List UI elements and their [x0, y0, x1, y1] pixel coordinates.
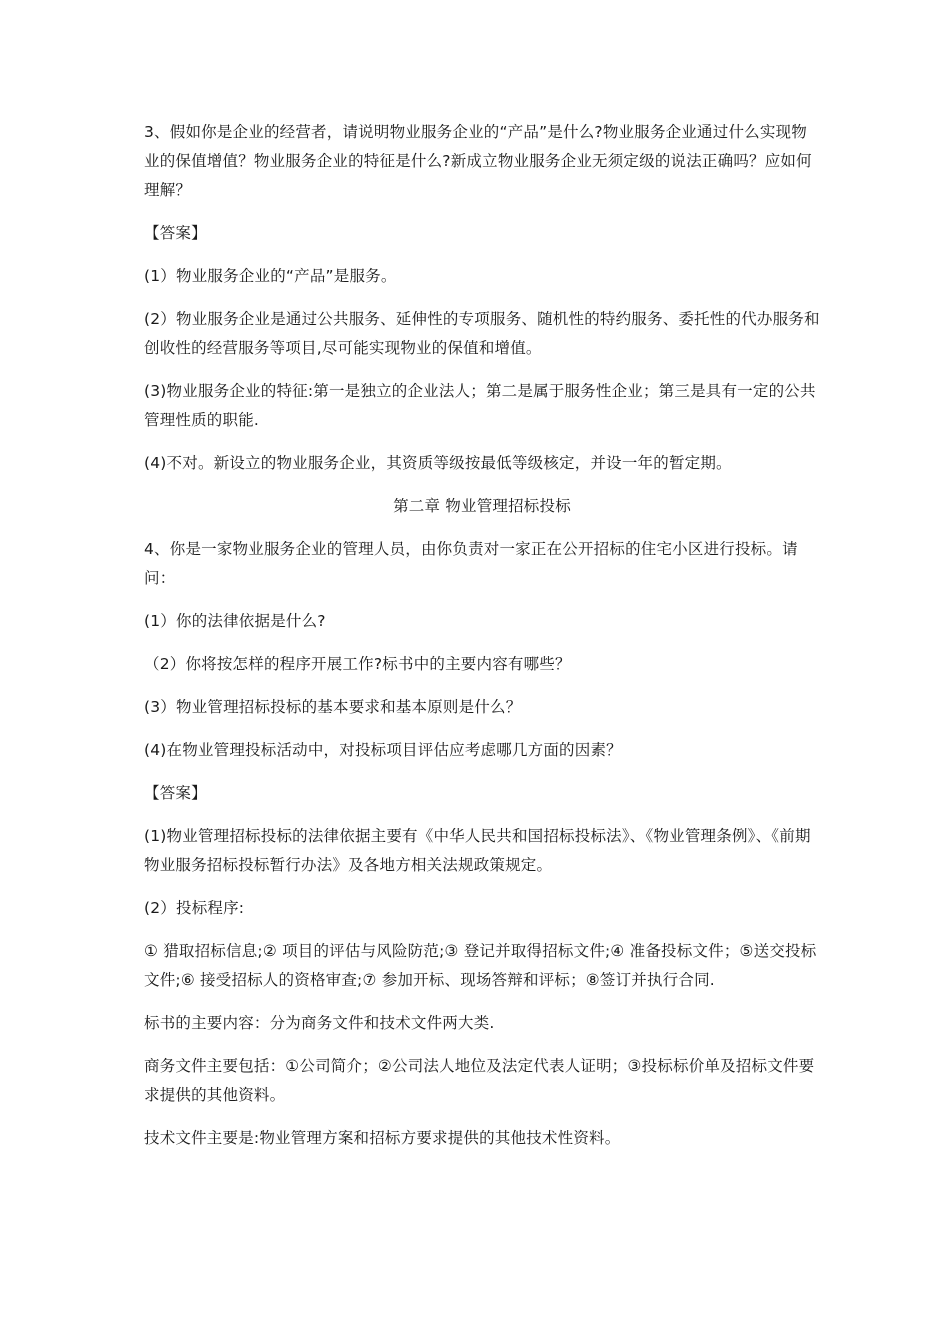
business-documents: 商务文件主要包括：①公司简介；②公司法人地位及法定代表人证明；③投标标价单及招标文件要求提供的其他资料。: [144, 1057, 815, 1104]
document-body: [144, 118, 820, 1167]
answer-label: 【答案】: [144, 784, 207, 802]
question-3: 3、假如你是企业的经营者，请说明物业服务企业的“产品”是什么?物业服务企业通过什么实现物业的保值增值？物业服务企业的特征是什么?新成立物业服务企业无须定级的说法正确吗？应如何理解？: [144, 123, 812, 199]
answer-label: 【答案】: [144, 224, 207, 242]
answer-4-item-2: (2）投标程序:: [144, 899, 245, 917]
question-4: 4、你是一家物业服务企业的管理人员，由你负责对一家正在公开招标的住宅小区进行投标。请问：: [144, 540, 798, 587]
chapter-heading: 第二章 物业管理招标投标: [393, 497, 571, 515]
answer-item-4: (4)不对。新设立的物业服务企业，其资质等级按最低等级核定，并设一年的暂定期。: [144, 454, 732, 472]
question-4-part-2: （2）你将按怎样的程序开展工作?标书中的主要内容有哪些？: [144, 655, 571, 673]
answer-4-item-1: (1)物业管理招标投标的法律依据主要有《中华人民共和国招标投标法》、《物业管理条例》、《前期物业服务招标投标暂行办法》及各地方相关法规政策规定。: [144, 827, 811, 874]
question-4-part-3: (3）物业管理招标投标的基本要求和基本原则是什么？: [144, 698, 522, 716]
question-4-part-4: (4)在物业管理投标活动中，对投标项目评估应考虑哪几方面的因素？: [144, 741, 622, 759]
answer-item-2: (2）物业服务企业是通过公共服务、延伸性的专项服务、随机性的特约服务、委托性的代办服务和创收性的经营服务等项目,尽可能实现物业的保值和增值。: [144, 310, 820, 357]
answer-item-3: (3)物业服务企业的特征:第一是独立的企业法人；第二是属于服务性企业；第三是具有一定的公共管理性质的职能.: [144, 382, 816, 429]
bidding-steps: ① 猎取招标信息;② 项目的评估与风险防范;③ 登记并取得招标文件;④ 准备投标文件；⑤送交投标文件;⑥ 接受招标人的资格审查;⑦ 参加开标、现场答辩和评标；⑧签订并执行合同.: [144, 942, 817, 989]
tender-content-summary: 标书的主要内容：分为商务文件和技术文件两大类.: [144, 1014, 495, 1032]
question-4-part-1: (1）你的法律依据是什么?: [144, 612, 326, 630]
answer-item-1: (1）物业服务企业的“产品”是服务。: [144, 267, 397, 285]
technical-documents: 技术文件主要是:物业管理方案和招标方要求提供的其他技术性资料。: [144, 1129, 621, 1147]
